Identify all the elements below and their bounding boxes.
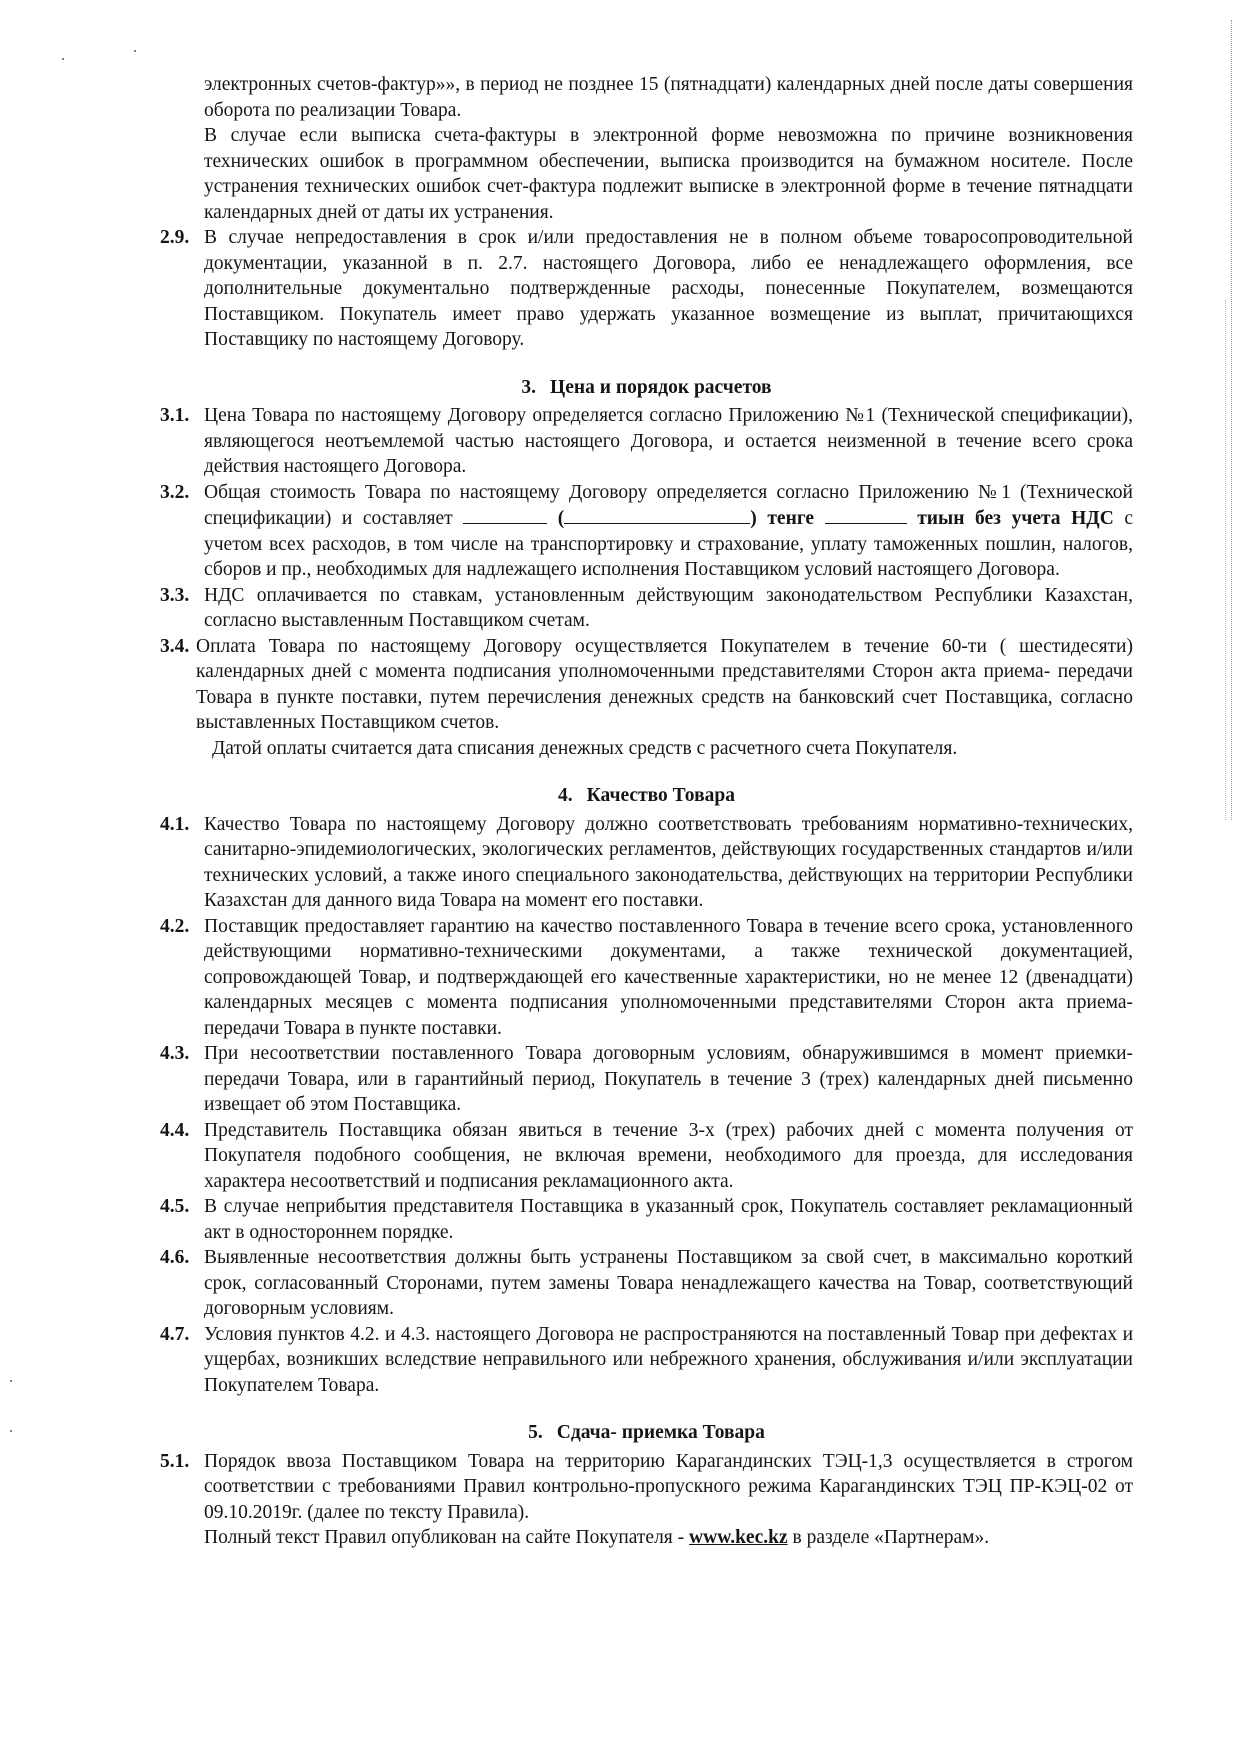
website-link[interactable]: www.kec.kz bbox=[689, 1527, 788, 1548]
clause-number: 3.3. bbox=[160, 584, 190, 606]
section-number: 5. bbox=[528, 1422, 543, 1443]
section-title: Сдача- приемка Товара bbox=[556, 1422, 765, 1443]
clause-3-4 bbox=[160, 634, 1133, 736]
clause-number: 4.6. bbox=[160, 1247, 190, 1268]
tiyn-blank bbox=[825, 505, 907, 524]
clause-text: При несоответствии поставленного Товара договорным условиям, обнаружившимся в момент приемки-передачи Товара, или в гарантийный период, Покупатель в течение 3 (трех) календарных дней письменно извещает об этом Поставщика. bbox=[204, 1043, 1133, 1115]
rules-text: Полный текст Правил опубликован на сайте Покупателя - bbox=[204, 1527, 685, 1548]
document-body bbox=[160, 72, 1133, 1551]
tiyn-label: тиын без учета НДС bbox=[917, 508, 1114, 529]
clause-3-3 bbox=[160, 583, 1133, 634]
clause-text-part: с учетом всех расходов, в том числе на транспортировку и страхование, уплату таможенных пошлин, налогов, сборов и пр., необходимых для надлежащего исполнения Поставщиком условий настоящего Договора. bbox=[204, 508, 1133, 580]
section-5-heading bbox=[160, 1420, 1133, 1446]
clause-5-1 bbox=[160, 1449, 1133, 1551]
section-3-heading bbox=[160, 375, 1133, 401]
clause-text bbox=[204, 480, 1133, 583]
clause-2-9 bbox=[160, 225, 1133, 353]
clause-number: 4.3. bbox=[160, 1043, 190, 1064]
clause-number: 2.9. bbox=[160, 227, 190, 248]
clause-text: В случае непредоставления в срок и/или предоставления не в полном объеме товаросопроводительной документации, указанной в п. 2.7. настоящего Договора, либо ее ненадлежащего оформления, все дополнительные документально подтвержденные расходы, понесенные Покупателем, возмещаются Поставщиком. Покупатель имеет право удержать указанное возмещение из выплат, причитающихся Поставщику по настоящему Договору. bbox=[204, 227, 1133, 350]
clause-4-5 bbox=[160, 1194, 1133, 1245]
intro-paragraph-2: В случае если выписка счета-фактуры в электронной форме невозможна по причине возникновения технических ошибок в программном обеспечении, выписка производится на бумажном носителе. После устранения технических ошибок счет-фактура подлежит выписке в электронной форме в течение пятнадцати календарных дней от даты их устранения. bbox=[204, 125, 1133, 223]
clause-text: Качество Товара по настоящему Договору должно соответствовать требованиям нормативно-технических, санитарно-эпидемиологических, экологических регламентов, действующих государственных стандартов и/или технических условий, а также иного специального законодательства, действующих на территории Республики Казахстан для данного вида Товара на момент его поставки. bbox=[204, 813, 1133, 911]
clause-text: Оплата Товара по настоящему Договору осуществляется Покупателем в течение 60-ти ( шестидесяти) календарных дней с момента подписания уполномоченными представителями Сторон акта приема- передачи Товара в пункте поставки, путем перечисления денежных средств на банковский счет Поставщика, согласно выставленных Поставщиком счетов. bbox=[196, 635, 1133, 733]
clause-number: 4.7. bbox=[160, 1323, 190, 1345]
clause-text: В случае неприбытия представителя Поставщика в указанный срок, Покупатель составляет рекламационный акт в одностороннем порядке. bbox=[204, 1196, 1133, 1243]
clause-4-1 bbox=[160, 812, 1133, 914]
clause-4-7 bbox=[160, 1322, 1133, 1399]
section-number: 4. bbox=[558, 785, 573, 806]
amount-blank bbox=[463, 505, 547, 524]
clause-text: Поставщик предоставляет гарантию на качество поставленного Товара в течение всего срока, установленного действующими нормативно-техническими документами, а также технической документацией, сопровождающей Товар, и подтверждающей его качественные характеристики, но не менее 12 (двенадцати) календарных месяцев с момента подписания уполномоченными представителями Сторон акта приема-передачи Товара в пункте поставки. bbox=[204, 915, 1133, 1039]
clause-text-part: Порядок ввоза Поставщиком Товара на территорию Карагандинских ТЭЦ-1,3 осуществляется в строгом соответствии с требованиями Правил контрольно-пропускного режима Карагандинских ТЭЦ ПР-КЭЦ-02 от 09.10.2019г. (далее по тексту Правила). bbox=[204, 1450, 1133, 1523]
section-title: Качество Товара bbox=[586, 785, 735, 806]
clause-text: Условия пунктов 4.2. и 4.3. настоящего Договора не распространяются на поставленный Товар при дефектах и ущербах, возникших вследствие неправильного или небрежного хранения, обслуживания и/или эксплуатации Покупателем Товара. bbox=[204, 1323, 1133, 1396]
clause-4-4 bbox=[160, 1118, 1133, 1195]
clause-number: 4.4. bbox=[160, 1119, 190, 1141]
intro-paragraph: электронных счетов-фактур»», в период не позднее 15 (пятнадцати) календарных дней после даты совершения оборота по реализации Товара. bbox=[204, 74, 1133, 121]
clause-number: 4.2. bbox=[160, 915, 190, 937]
scan-speck bbox=[62, 58, 64, 60]
clause-4-3 bbox=[160, 1041, 1133, 1118]
section-title: Цена и порядок расчетов bbox=[550, 376, 772, 398]
clause-text: НДС оплачивается по ставкам, установленным действующим законодательством Республики Казахстан, согласно выставленным Поставщиком счетам. bbox=[204, 584, 1133, 631]
clause-text: Представитель Поставщика обязан явиться в течение 3-х (трех) рабочих дней с момента получения от Покупателя подобного сообщения, не включая времени, необходимого для проезда, для исследования характера несоответствий и подписания рекламационного акта. bbox=[204, 1119, 1133, 1192]
scan-speck bbox=[134, 50, 136, 52]
clause-text: Выявленные несоответствия должны быть устранены Поставщиком за свой счет, в максимально короткий срок, согласованный Сторонами, путем замены Товара ненадлежащего качества на Товар, соответствующий договорным условиям. bbox=[204, 1247, 1133, 1319]
clause-4-2 bbox=[160, 914, 1133, 1042]
scan-edge-artifact bbox=[1224, 300, 1226, 820]
scan-speck bbox=[10, 1430, 12, 1432]
clause-number: 5.1. bbox=[160, 1450, 190, 1472]
paren-open: ( bbox=[557, 508, 565, 529]
clause-number: 3.2. bbox=[160, 481, 190, 503]
clause-text-part: Общая стоимость Товара по настоящему Договору определяется согласно Приложению №1 (Технической спецификации) и составляет bbox=[204, 481, 1133, 529]
clause-number: 3.4. bbox=[160, 635, 190, 657]
clause-number: 4.5. bbox=[160, 1196, 190, 1217]
clause-3-1 bbox=[160, 403, 1133, 480]
section-number: 3. bbox=[521, 376, 537, 398]
clause-number: 3.1. bbox=[160, 405, 190, 426]
payment-date-note: Датой оплаты считается дата списания денежных средств с расчетного счета Покупателя. bbox=[212, 737, 958, 759]
clause-text: Цена Товара по настоящему Договору определяется согласно Приложению №1 (Технической спецификации), являющегося неотъемлемой частью настоящего Договора, и остается неизменной в течение всего срока действия настоящего Договора. bbox=[204, 405, 1133, 477]
scan-edge-artifact bbox=[1228, 20, 1232, 820]
clause-4-6 bbox=[160, 1245, 1133, 1322]
tenge-label: ) тенге bbox=[750, 508, 815, 529]
clause-3-2 bbox=[160, 480, 1133, 583]
clause-number: 4.1. bbox=[160, 813, 190, 835]
section-4-heading bbox=[160, 783, 1133, 809]
rules-text-end: в разделе «Партнерам». bbox=[792, 1527, 990, 1548]
clause-text bbox=[204, 1449, 1133, 1551]
scan-speck bbox=[10, 1380, 12, 1382]
amount-words-blank bbox=[564, 505, 750, 524]
